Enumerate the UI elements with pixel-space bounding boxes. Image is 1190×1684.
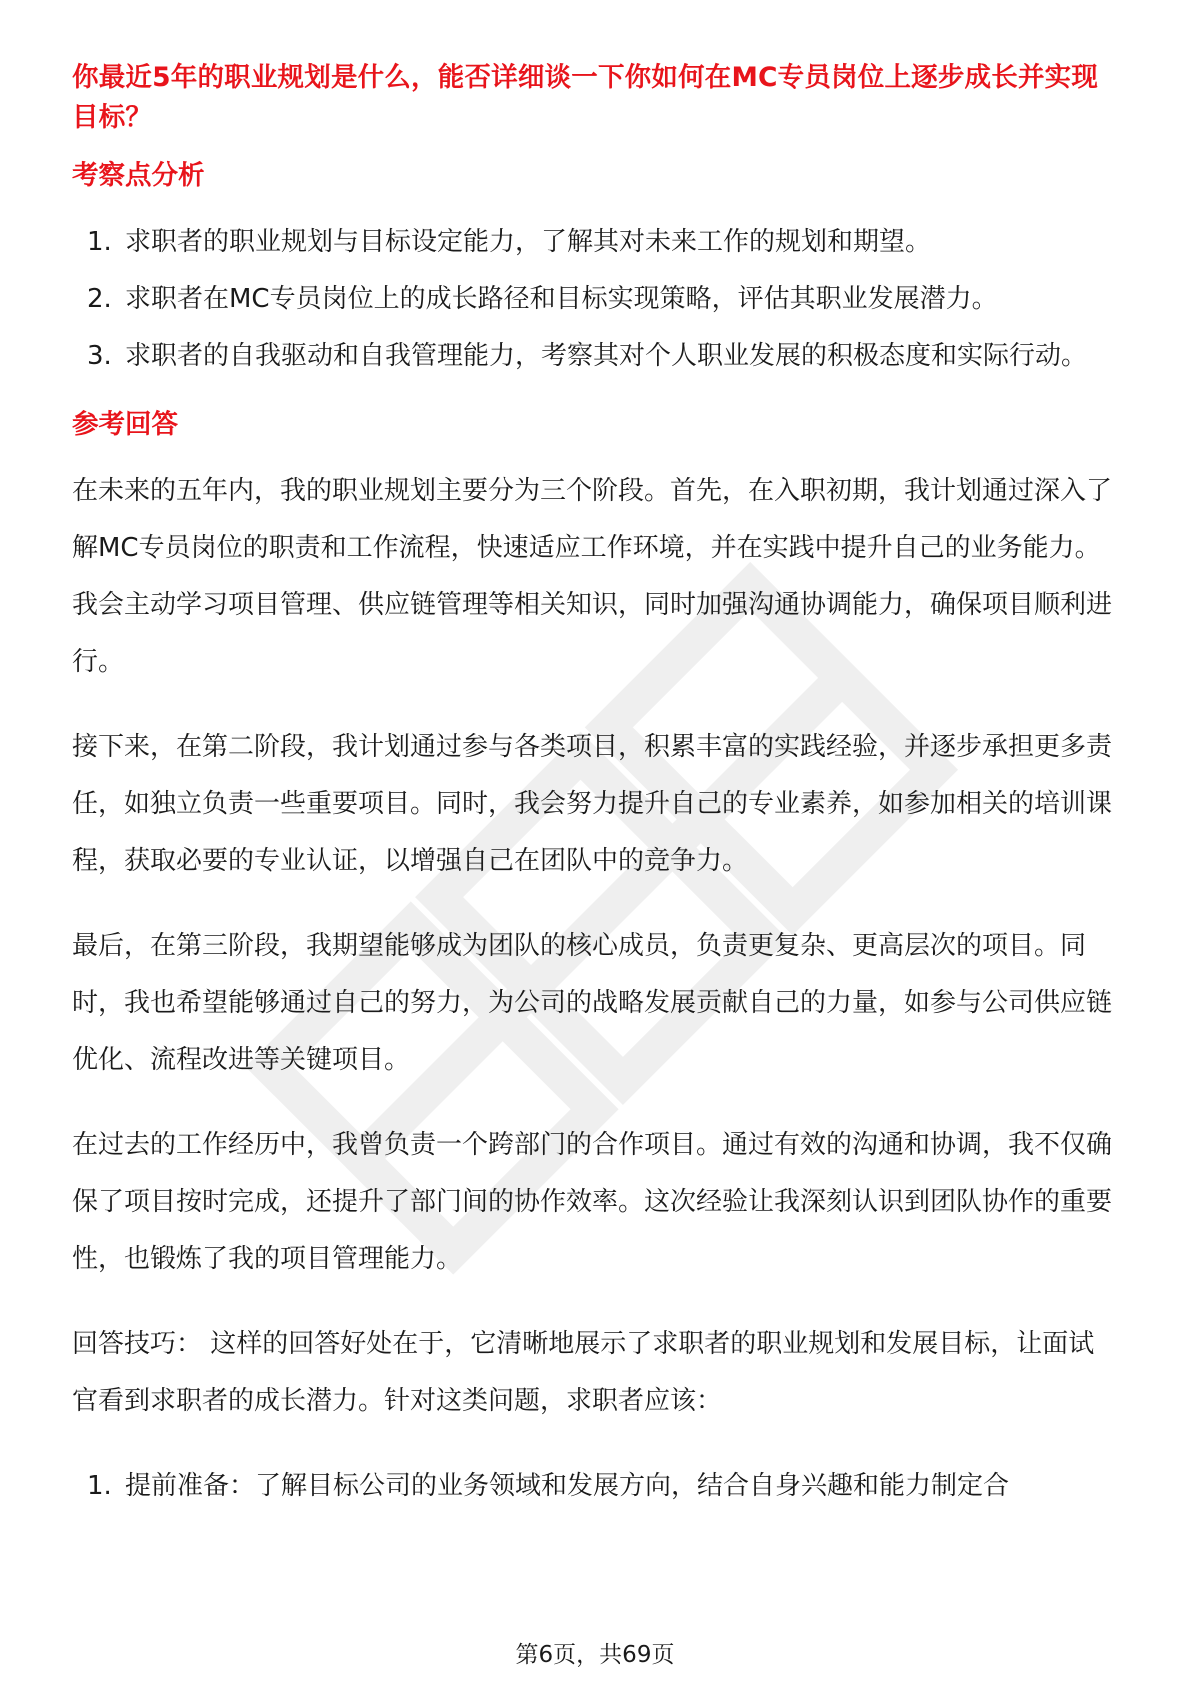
list-item-text: 求职者的自我驱动和自我管理能力，考察其对个人职业发展的积极态度和实际行动。 xyxy=(125,341,1088,371)
question-heading: 你最近5年的职业规划是什么，能否详细谈一下你如何在MC专员岗位上逐步成长并实现目标？ xyxy=(72,62,1099,133)
list-item xyxy=(72,214,1120,271)
list-item-text: 提前准备：了解目标公司的业务领域和发展方向，结合自身兴趣和能力制定合 xyxy=(125,1471,1010,1501)
answer-paragraph: 最后，在第三阶段，我期望能够成为团队的核心成员，负责更复杂、更高层次的项目。同时，我也希望能够通过自己的努力，为公司的战略发展贡献自己的力量，如参与公司供应链优化、流程改进等关键项目。 xyxy=(72,931,1113,1075)
answer-title: 参考回答 xyxy=(72,409,178,440)
list-item xyxy=(72,1458,1120,1515)
list-number: 1. xyxy=(87,1471,112,1501)
answer-tips-paragraph: 回答技巧： 这样的回答好处在于，它清晰地展示了求职者的职业规划和发展目标，让面试官看到求职者的成长潜力。针对这类问题，求职者应该： xyxy=(72,1329,1095,1416)
tips-list xyxy=(72,1458,1120,1515)
list-item-text: 求职者在MC专员岗位上的成长路径和目标实现策略，评估其职业发展潜力。 xyxy=(125,284,998,314)
answer-paragraph: 在未来的五年内，我的职业规划主要分为三个阶段。首先，在入职初期，我计划通过深入了解MC专员岗位的职责和工作流程，快速适应工作环境，并在实践中提升自己的业务能力。我会主动学习项目管理、供应链管理等相关知识，同时加强沟通协调能力，确保项目顺利进行。 xyxy=(72,476,1113,677)
list-item-text: 求职者的职业规划与目标设定能力，了解其对未来工作的规划和期望。 xyxy=(125,227,932,257)
list-number: 3. xyxy=(87,341,112,371)
main-content xyxy=(72,58,1120,1535)
list-number: 1. xyxy=(87,227,112,257)
analysis-title: 考察点分析 xyxy=(72,160,205,191)
page-footer: 第6页，共69页 xyxy=(515,1642,675,1668)
answer-paragraph: 接下来，在第二阶段，我计划通过参与各类项目，积累丰富的实践经验，并逐步承担更多责任，如独立负责一些重要项目。同时，我会努力提升自己的专业素养，如参加相关的培训课程，获取必要的专业认证，以增强自己在团队中的竞争力。 xyxy=(72,732,1113,876)
list-number: 2. xyxy=(87,284,112,314)
analysis-list xyxy=(72,214,1120,385)
list-item xyxy=(72,328,1120,385)
list-item xyxy=(72,271,1120,328)
answer-paragraph: 在过去的工作经历中，我曾负责一个跨部门的合作项目。通过有效的沟通和协调，我不仅确保了项目按时完成，还提升了部门间的协作效率。这次经验让我深刻认识到团队协作的重要性，也锻炼了我的项目管理能力。 xyxy=(72,1130,1113,1274)
